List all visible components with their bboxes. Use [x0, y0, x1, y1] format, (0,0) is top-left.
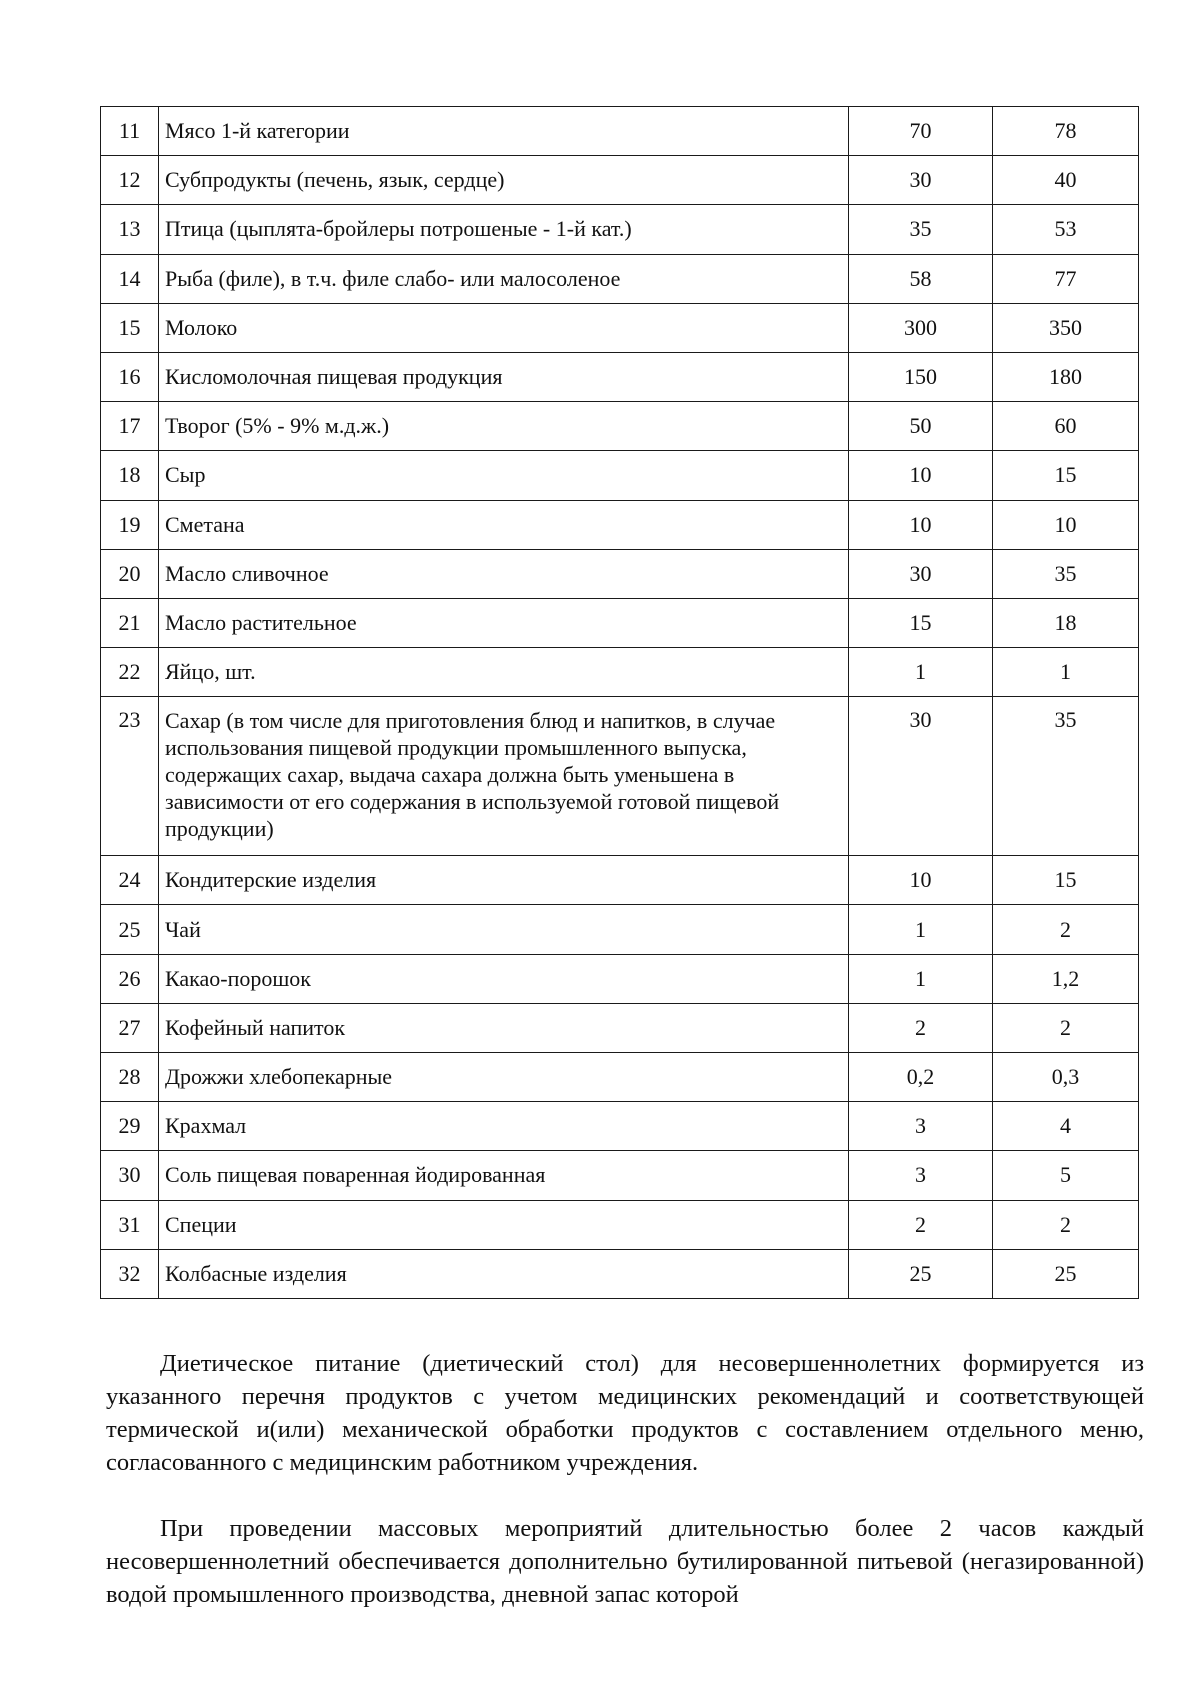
value-col-2: 10: [993, 500, 1139, 549]
row-number: 23: [101, 697, 159, 856]
row-number: 28: [101, 1053, 159, 1102]
product-name: Сметана: [159, 500, 849, 549]
value-col-1: 3: [849, 1102, 993, 1151]
product-name: Дрожжи хлебопекарные: [159, 1053, 849, 1102]
value-col-2: 53: [993, 205, 1139, 254]
value-col-2: 1,2: [993, 954, 1139, 1003]
value-col-1: 150: [849, 352, 993, 401]
row-number: 15: [101, 303, 159, 352]
row-number: 16: [101, 352, 159, 401]
value-col-1: 15: [849, 598, 993, 647]
value-col-2: 0,3: [993, 1053, 1139, 1102]
products-table-body: [101, 107, 1139, 1299]
row-number: 11: [101, 107, 159, 156]
product-name: Молоко: [159, 303, 849, 352]
value-col-2: 77: [993, 254, 1139, 303]
row-number: 22: [101, 648, 159, 697]
row-number: 21: [101, 598, 159, 647]
product-name: Кондитерские изделия: [159, 856, 849, 905]
row-number: 30: [101, 1151, 159, 1200]
product-name: Яйцо, шт.: [159, 648, 849, 697]
value-col-1: 10: [849, 500, 993, 549]
table-row: [101, 402, 1139, 451]
table-row: [101, 1053, 1139, 1102]
value-col-2: 78: [993, 107, 1139, 156]
row-number: 17: [101, 402, 159, 451]
row-number: 19: [101, 500, 159, 549]
table-row: [101, 500, 1139, 549]
table-row: [101, 205, 1139, 254]
row-number: 31: [101, 1200, 159, 1249]
value-col-1: 2: [849, 1003, 993, 1052]
table-row: [101, 1102, 1139, 1151]
value-col-1: 10: [849, 856, 993, 905]
row-number: 26: [101, 954, 159, 1003]
value-col-1: 0,2: [849, 1053, 993, 1102]
value-col-2: 350: [993, 303, 1139, 352]
table-row: [101, 856, 1139, 905]
row-number: 13: [101, 205, 159, 254]
table-row: [101, 905, 1139, 954]
product-name: Какао-порошок: [159, 954, 849, 1003]
table-row: [101, 697, 1139, 856]
value-col-2: 5: [993, 1151, 1139, 1200]
table-row: [101, 303, 1139, 352]
table-row: [101, 352, 1139, 401]
value-col-1: 2: [849, 1200, 993, 1249]
row-number: 32: [101, 1249, 159, 1298]
value-col-2: 25: [993, 1249, 1139, 1298]
value-col-1: 35: [849, 205, 993, 254]
row-number: 18: [101, 451, 159, 500]
table-row: [101, 954, 1139, 1003]
value-col-1: 30: [849, 697, 993, 856]
product-name: Кофейный напиток: [159, 1003, 849, 1052]
product-name: Масло растительное: [159, 598, 849, 647]
row-number: 29: [101, 1102, 159, 1151]
value-col-2: 15: [993, 856, 1139, 905]
table-row: [101, 648, 1139, 697]
value-col-2: 60: [993, 402, 1139, 451]
value-col-1: 3: [849, 1151, 993, 1200]
value-col-2: 35: [993, 697, 1139, 856]
value-col-1: 1: [849, 648, 993, 697]
row-number: 20: [101, 549, 159, 598]
paragraph-events: При проведении массовых мероприятий длительностью более 2 часов каждый несовершеннолетний обеспечивается дополнительно бутилированной питьевой (негазированной) водой промышленного производства, дневной запас которой: [106, 1515, 1144, 1608]
row-number: 14: [101, 254, 159, 303]
product-name: Чай: [159, 905, 849, 954]
product-name: Рыба (филе), в т.ч. филе слабо- или малосоленое: [159, 254, 849, 303]
row-number: 12: [101, 156, 159, 205]
product-name: Мясо 1-й категории: [159, 107, 849, 156]
product-name: Кисломолочная пищевая продукция: [159, 352, 849, 401]
product-name: Крахмал: [159, 1102, 849, 1151]
value-col-2: 35: [993, 549, 1139, 598]
value-col-1: 10: [849, 451, 993, 500]
value-col-2: 2: [993, 1003, 1139, 1052]
value-col-2: 1: [993, 648, 1139, 697]
row-number: 27: [101, 1003, 159, 1052]
product-name: Специи: [159, 1200, 849, 1249]
value-col-1: 30: [849, 156, 993, 205]
value-col-2: 18: [993, 598, 1139, 647]
value-col-2: 180: [993, 352, 1139, 401]
product-name: Масло сливочное: [159, 549, 849, 598]
table-row: [101, 156, 1139, 205]
value-col-1: 300: [849, 303, 993, 352]
table-row: [101, 107, 1139, 156]
product-name: Колбасные изделия: [159, 1249, 849, 1298]
products-table: [100, 106, 1139, 1299]
value-col-1: 30: [849, 549, 993, 598]
value-col-1: 1: [849, 905, 993, 954]
table-row: [101, 254, 1139, 303]
value-col-1: 50: [849, 402, 993, 451]
value-col-1: 70: [849, 107, 993, 156]
product-name: Сахар (в том числе для приготовления блюд и напитков, в случае использования пищевой продукции промышленного выпуска, содержащих сахар, выдача сахара должна быть уменьшена в зависимости от его содержания в используемой готовой пищевой продукции): [159, 697, 849, 856]
product-name: Сыр: [159, 451, 849, 500]
value-col-1: 25: [849, 1249, 993, 1298]
value-col-2: 40: [993, 156, 1139, 205]
value-col-1: 58: [849, 254, 993, 303]
value-col-2: 2: [993, 1200, 1139, 1249]
table-row: [101, 1003, 1139, 1052]
table-row: [101, 549, 1139, 598]
value-col-2: 2: [993, 905, 1139, 954]
row-number: 25: [101, 905, 159, 954]
table-row: [101, 1151, 1139, 1200]
value-col-2: 15: [993, 451, 1139, 500]
table-row: [101, 451, 1139, 500]
product-name: Субпродукты (печень, язык, сердце): [159, 156, 849, 205]
value-col-2: 4: [993, 1102, 1139, 1151]
value-col-1: 1: [849, 954, 993, 1003]
product-name: Творог (5% - 9% м.д.ж.): [159, 402, 849, 451]
paragraph-diet: Диетическое питание (диетический стол) для несовершеннолетних формируется из указанного перечня продуктов с учетом медицинских рекомендаций и соответствующей термической и(или) механической обработки продуктов с составлением отдельного меню, согласованного с медицинским работником учреждения.: [106, 1350, 1144, 1476]
product-name: Птица (цыплята-бройлеры потрошеные - 1-й кат.): [159, 205, 849, 254]
table-row: [101, 1200, 1139, 1249]
table-row: [101, 598, 1139, 647]
table-row: [101, 1249, 1139, 1298]
row-number: 24: [101, 856, 159, 905]
product-name: Соль пищевая поваренная йодированная: [159, 1151, 849, 1200]
